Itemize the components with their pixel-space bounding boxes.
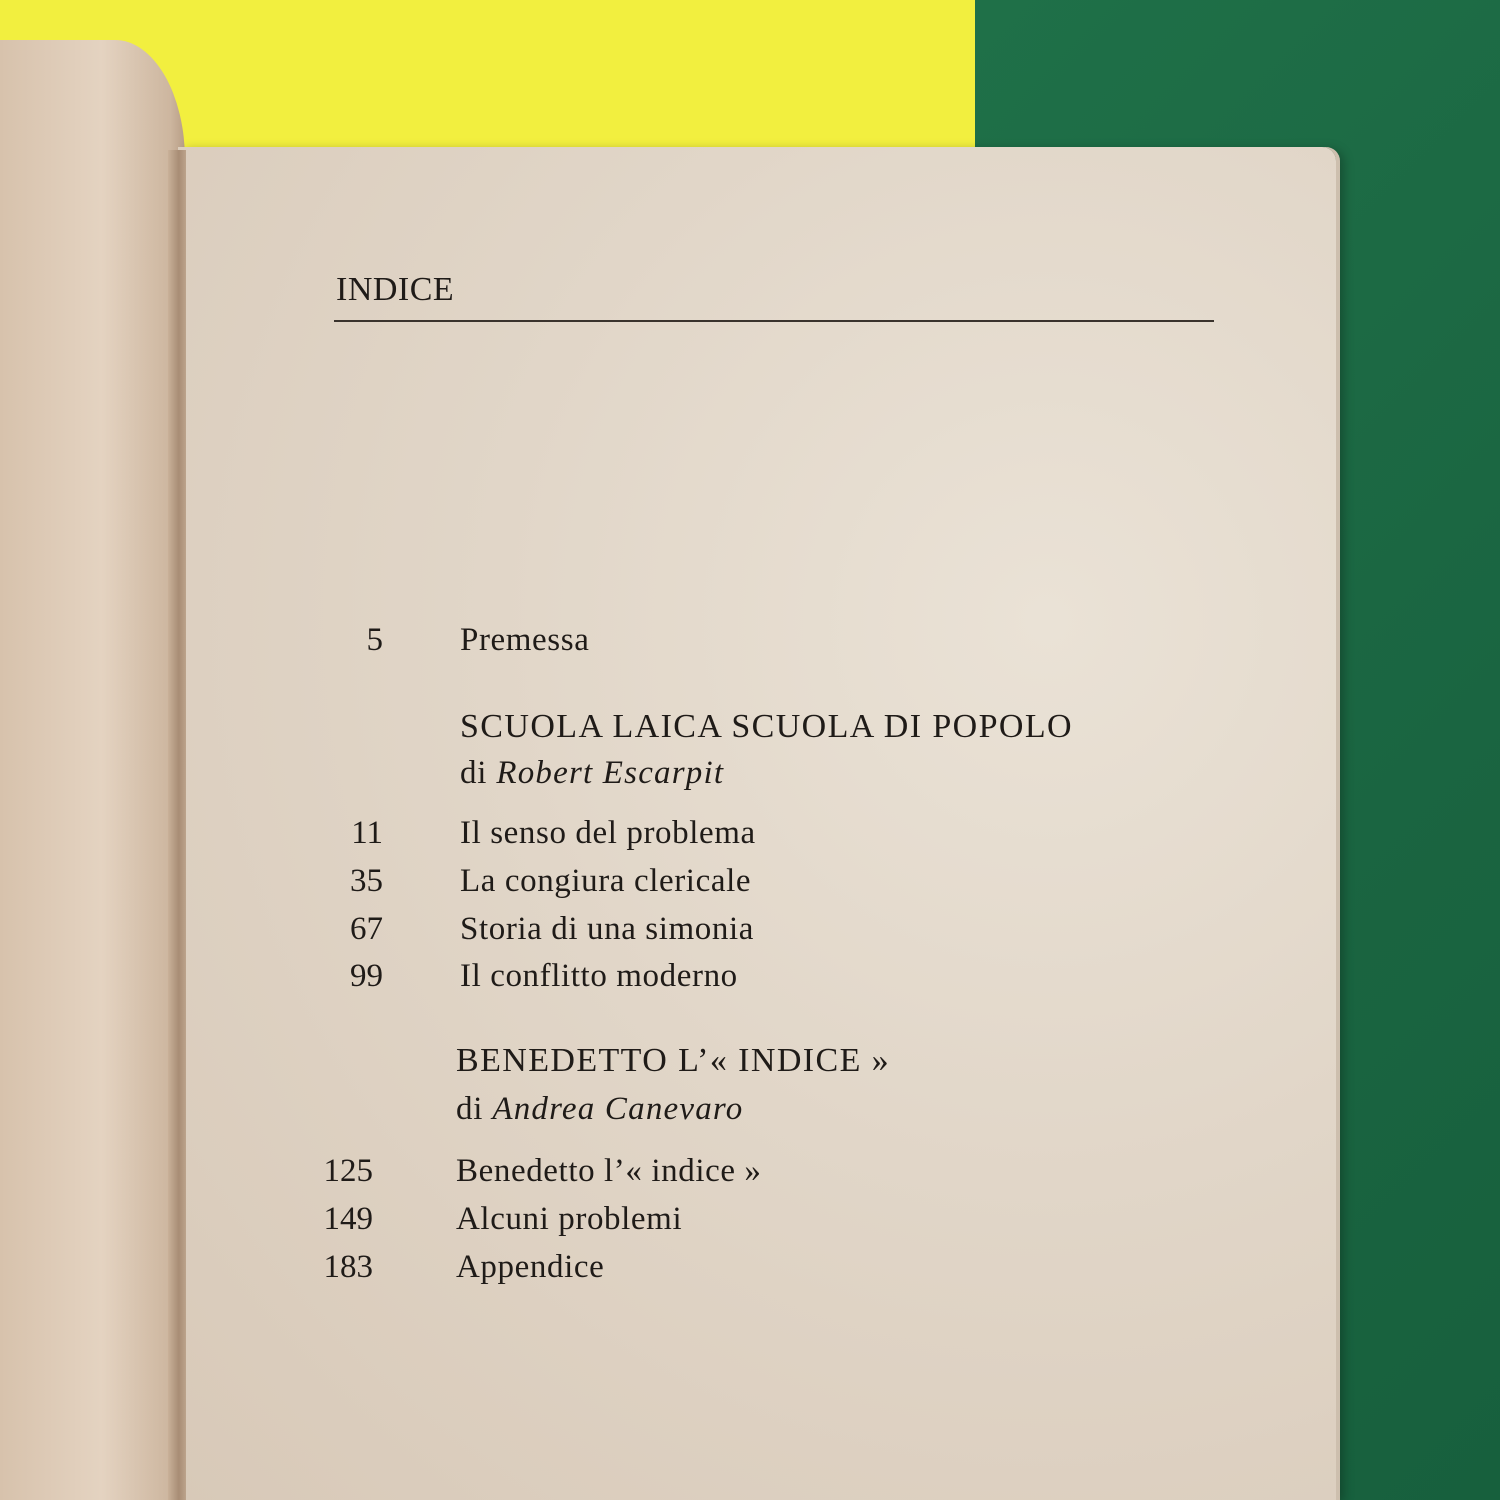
toc-entry [178,810,1278,856]
toc-page-number: 125 [323,1153,373,1189]
toc-page-number: 183 [323,1249,373,1285]
toc-title: Benedetto l’« indice » [456,1153,762,1189]
toc-title: Storia di una simonia [460,911,754,947]
toc-title: Premessa [460,622,590,658]
toc-title: Il conflitto moderno [460,958,738,994]
heading-rule [334,320,1214,322]
page-heading: INDICE [336,271,455,308]
toc-title: Alcuni problemi [456,1201,683,1237]
toc-entry [178,1244,1278,1290]
toc-entry [178,953,1278,999]
toc-entry [178,858,1278,904]
toc-entry [178,906,1278,952]
section-title: SCUOLA LAICA SCUOLA DI POPOLO [460,708,1074,745]
byline-prefix: di [460,755,488,791]
byline-prefix: di [456,1091,484,1127]
toc-page-number: 35 [350,863,383,899]
toc-title: La congiura clericale [460,863,752,899]
index-page [178,147,1336,1500]
toc-page-number: 99 [350,958,383,994]
author-name: Andrea Canevaro [492,1091,744,1127]
left-book-page [0,40,185,1500]
section-byline [460,750,724,796]
book-gutter [168,150,186,1500]
toc-page-number: 5 [366,622,383,658]
toc-title: Il senso del problema [460,815,756,851]
toc-title: Appendice [456,1249,605,1285]
toc-page-number: 67 [350,911,383,947]
toc-entry [178,1196,1278,1242]
section-byline [456,1086,743,1132]
author-name: Robert Escarpit [496,755,725,791]
toc-page-number: 11 [351,815,383,851]
toc-entry [178,617,1278,663]
section-title: BENEDETTO L’« INDICE » [456,1042,891,1079]
toc-entry [178,1148,1278,1194]
toc-page-number: 149 [323,1201,373,1237]
